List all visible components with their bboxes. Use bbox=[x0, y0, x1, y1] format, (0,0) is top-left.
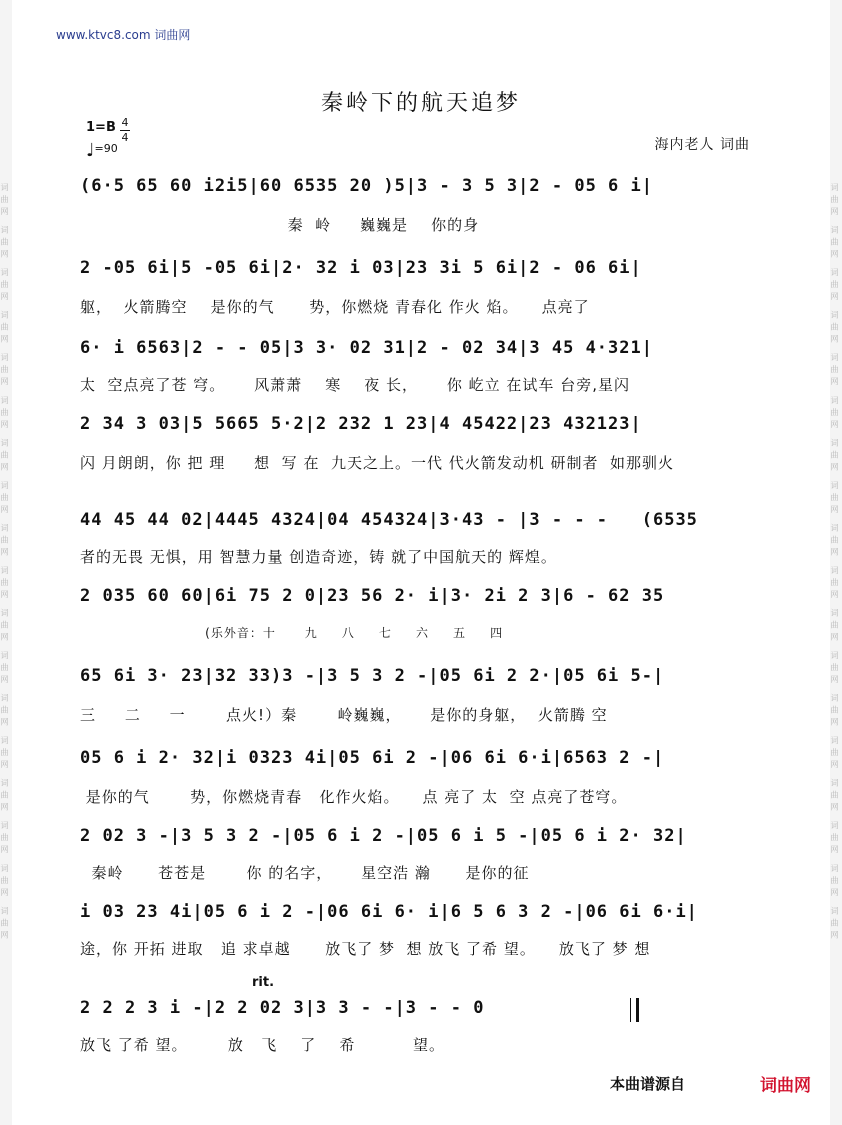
score-notes-line: 05 6 i 2· 32|i 0323 4i|05 6i 2 -|06 6i 6·i|6563 2 -| bbox=[80, 748, 665, 768]
watermark-text: 词曲网 bbox=[830, 778, 839, 815]
score-notes-line: 65 6i 3· 23|32 33)3 -|3 5 3 2 -|05 6i 2 2·|05 6i 5-| bbox=[80, 666, 665, 686]
score-lyrics-line: 者的无畏 无惧，用 智慧力量 创造奇迹，铸 就了中国航天的 辉煌。 bbox=[80, 548, 557, 566]
watermark-text: 词曲网 bbox=[830, 225, 839, 262]
left-watermark-column bbox=[0, 0, 12, 1125]
watermark-text: 词曲网 bbox=[830, 565, 839, 602]
score-lyrics-line: 躯， 火箭腾空 是你的气 势，你燃烧 青春化 作火 焰。 点亮了 bbox=[80, 298, 590, 316]
watermark-text: 词曲网 bbox=[0, 863, 9, 900]
watermark-text: 词曲网 bbox=[0, 353, 9, 390]
watermark-text: 词曲网 bbox=[0, 821, 9, 858]
score-lyrics-line: 是你的气 势，你燃烧青春 化作火焰。 点 亮了 太 空 点亮了苍穹。 bbox=[80, 788, 628, 806]
watermark-text: 词曲网 bbox=[0, 565, 9, 602]
watermark-text: 词曲网 bbox=[0, 523, 9, 560]
watermark-text: 词曲网 bbox=[0, 438, 9, 475]
watermark-text: 词曲网 bbox=[830, 906, 839, 943]
watermark-text: 词曲网 bbox=[0, 480, 9, 517]
watermark-text: 词曲网 bbox=[0, 310, 9, 347]
watermark-text: 词曲网 bbox=[0, 906, 9, 943]
watermark-text: 词曲网 bbox=[0, 735, 9, 772]
watermark-text: 词曲网 bbox=[830, 267, 839, 304]
score-lyrics-line: (乐外音：十 九 八 七 六 五 四 bbox=[80, 626, 504, 640]
watermark-text: 词曲网 bbox=[830, 523, 839, 560]
tempo-value: =90 bbox=[94, 142, 118, 155]
watermark-text: 词曲网 bbox=[830, 395, 839, 432]
score-notes-line: 2 -05 6i|5 -05 6i|2· 32 i 03|23 3i 5 6i|2 - 06 6i| bbox=[80, 258, 642, 278]
watermark-text: 词曲网 bbox=[830, 438, 839, 475]
final-barline-thick bbox=[636, 998, 639, 1022]
watermark-text: 词曲网 bbox=[0, 267, 9, 304]
score-lyrics-line: 三 二 一 点火!）秦 岭巍巍， 是你的身躯， 火箭腾 空 bbox=[80, 706, 608, 724]
watermark-text: 词曲网 bbox=[0, 225, 9, 262]
author-credit: 海内老人 词曲 bbox=[654, 137, 750, 153]
score-notes-line: 2 035 60 60|6i 75 2 0|23 56 2· i|3· 2i 2 3|6 - 62 35 bbox=[80, 586, 665, 606]
watermark-text: 词曲网 bbox=[830, 480, 839, 517]
watermark-text: 词曲网 bbox=[0, 182, 9, 219]
score-notes-line: (6·5 65 60 i2i5|60 6535 20 )5|3 - 3 5 3|2 - 05 6 i| bbox=[80, 176, 653, 196]
meter-numerator: 4 bbox=[121, 116, 129, 129]
meter-denominator: 4 bbox=[121, 131, 129, 144]
watermark-text: 词曲网 bbox=[830, 735, 839, 772]
tempo-marking bbox=[86, 140, 118, 161]
watermark-text: 词曲网 bbox=[830, 182, 839, 219]
site-url[interactable]: www.ktvc8.com 词曲网 bbox=[56, 28, 191, 42]
watermark-text: 词曲网 bbox=[0, 395, 9, 432]
watermark-text: 词曲网 bbox=[830, 693, 839, 730]
source-label: 本曲谱源自 bbox=[610, 1075, 686, 1093]
score-lyrics-line: 放飞 了希 望。 放 飞 了 希 望。 bbox=[80, 1036, 446, 1054]
brand-logo[interactable]: 词曲网 bbox=[760, 1076, 811, 1096]
score-lyrics-line: 途，你 开拓 进取 追 求卓越 放飞了 梦 想 放飞 了希 望。 放飞了 梦 想 bbox=[80, 940, 651, 958]
score-lyrics-line: 太 空点亮了苍 穹。 风萧萧 寒 夜 长， 你 屹立 在试车 台旁,星闪 bbox=[80, 376, 630, 394]
watermark-text: 词曲网 bbox=[0, 650, 9, 687]
watermark-text: 词曲网 bbox=[830, 863, 839, 900]
watermark-text: 词曲网 bbox=[830, 353, 839, 390]
score-notes-line: i 03 23 4i|05 6 i 2 -|06 6i 6· i|6 5 6 3 2 -|06 6i 6·i| bbox=[80, 902, 698, 922]
score-notes-line: 2 34 3 03|5 5665 5·2|2 232 1 23|4 45422|23 432123| bbox=[80, 414, 642, 434]
right-watermark-column bbox=[830, 0, 842, 1125]
score-notes-line: 44 45 44 02|4445 4324|04 454324|3·43 - |3 - - - (6535 bbox=[80, 510, 698, 530]
watermark-text: 词曲网 bbox=[0, 778, 9, 815]
watermark-text: 词曲网 bbox=[830, 608, 839, 645]
ritardando-marking: rit. bbox=[252, 975, 275, 990]
watermark-text: 词曲网 bbox=[830, 821, 839, 858]
score-notes-line: 2 02 3 -|3 5 3 2 -|05 6 i 2 -|05 6 i 5 -|05 6 i 2· 32| bbox=[80, 826, 687, 846]
score-lyrics-line: 秦岭 苍苍是 你 的名字， 星空浩 瀚 是你的征 bbox=[80, 864, 530, 882]
watermark-text: 词曲网 bbox=[830, 310, 839, 347]
key-signature: 1=B bbox=[86, 120, 116, 135]
score-lyrics-line: 闪 月朗朗，你 把 理 想 写 在 九天之上。一代 代火箭发动机 研制者 如那驯火 bbox=[80, 454, 675, 472]
quarter-note-icon: ♩ bbox=[86, 140, 95, 161]
watermark-text: 词曲网 bbox=[0, 608, 9, 645]
score-notes-line: 2 2 2 3 i -|2 2 02 3|3 3 - -|3 - - 0 bbox=[80, 998, 485, 1018]
score-notes-line: 6· i 6563|2 - - 05|3 3· 02 31|2 - 02 34|3 45 4·321| bbox=[80, 338, 653, 358]
song-title: 秦岭下的航天追梦 bbox=[320, 91, 521, 116]
watermark-text: 词曲网 bbox=[830, 650, 839, 687]
final-barline-thin bbox=[630, 998, 631, 1022]
time-signature bbox=[120, 116, 130, 145]
score-lyrics-line: 秦 岭 巍巍是 你的身 bbox=[80, 216, 480, 234]
watermark-text: 词曲网 bbox=[0, 693, 9, 730]
